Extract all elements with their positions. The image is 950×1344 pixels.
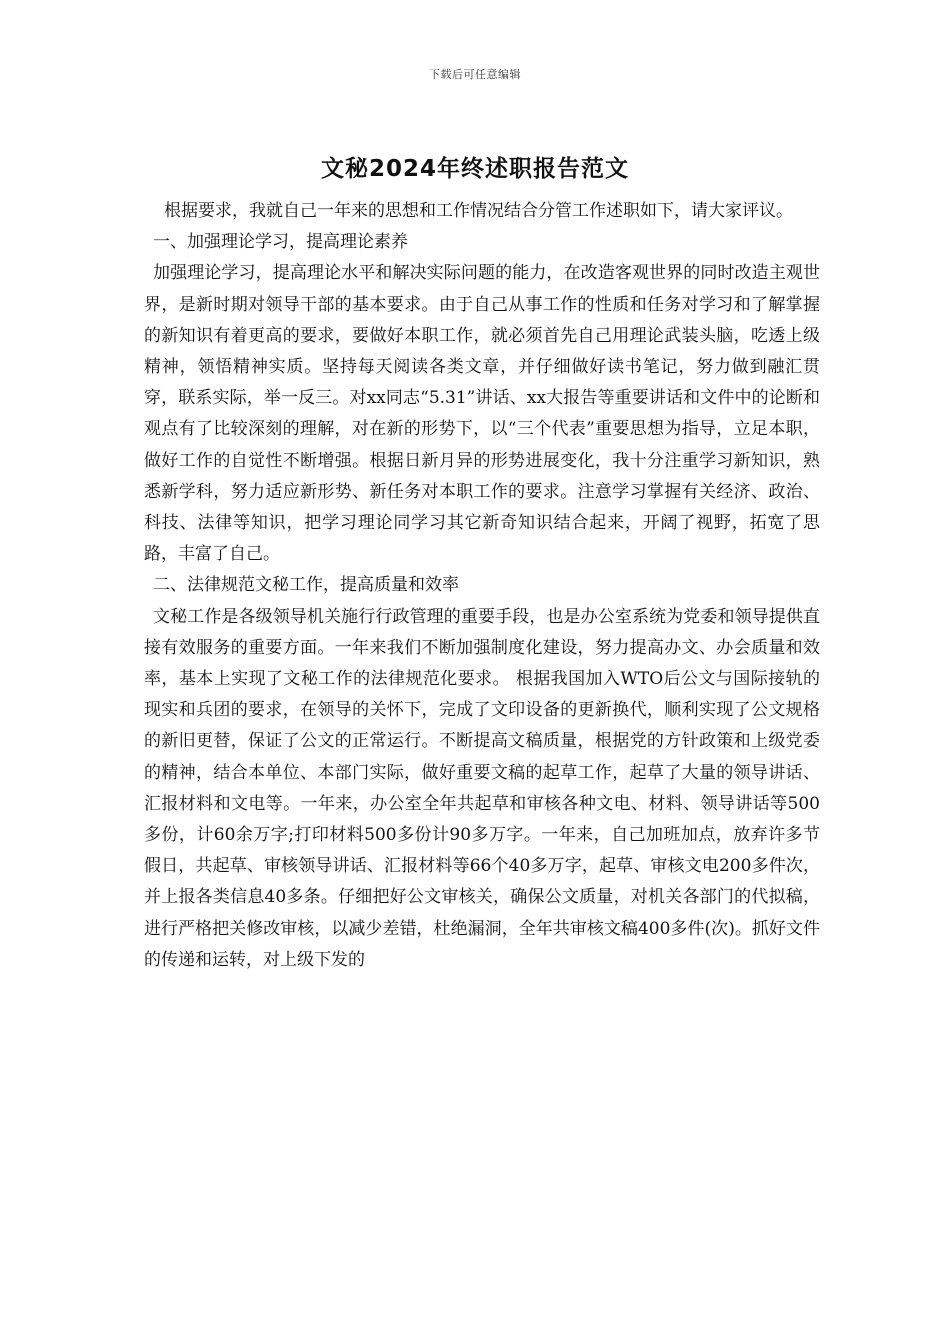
section-heading-2: 二、法律规范文秘工作，提高质量和效率 <box>153 575 459 596</box>
document-body <box>144 196 820 976</box>
intro-paragraph: 根据要求，我就自己一年来的思想和工作情况结合分管工作述职如下，请大家评议。 <box>164 201 793 221</box>
section-1-paragraph: 加强理论学习，提高理论水平和解决实际问题的能力，在改造客观世界的同时改造主观世界，是新时期对领导干部的基本要求。由于自己从事工作的性质和任务对学习和了解掌握的新知识有着更高的要求，要做好本职工作，就必须首先自己用理论武装头脑，吃透上级精神，领悟精神实质。坚持每天阅读各类文章，并仔细做好读书笔记，努力做到融汇贯穿，联系实际，举一反三。对xx同志“5.31”讲话、xx大报告等重要讲话和文件中的论断和观点有了比较深刻的理解，对在新的形势下，以“三个代表”重要思想为指导，立足本职，做好工作的自觉性不断增强。根据日新月异的形势进展变化，我十分注重学习新知识，熟悉新学科，努力适应新形势、新任务对本职工作的要求。注意学习掌握有关经济、政治、科技、法律等知识，把学习理论同学习其它新奇知识结合起来，开阔了视野，拓宽了思路，丰富了自己。 <box>144 263 820 565</box>
section-2-paragraph: 文秘工作是各级领导机关施行行政管理的重要手段，也是办公室系统为党委和领导提供直接有效服务的重要方面。一年来我们不断加强制度化建设，努力提高办文、办会质量和效率，基本上实现了文秘工作的法律规范化要求。 根据我国加入WTO后公文与国际接轨的现实和兵团的要求，在领导的关怀下，完成了文印设备的更新换代，顺利实现了公文规格的新旧更替，保证了公文的正常运行。不断提高文稿质量，根据党的方针政策和上级党委的精神，结合本单位、本部门实际，做好重要文稿的起草工作，起草了大量的领导讲话、汇报材料和文电等。一年来，办公室全年共起草和审核各种文电、材料、领导讲话等500多份，计60余万字;打印材料500多份计90多万字。一年来，自己加班加点，放弃许多节假日，共起草、审核领导讲话、汇报材料等66个40多万字，起草、审核文电200多件次，并上报各类信息40多条。仔细把好公文审核关，确保公文质量，对机关各部门的代拟稿，进行严格把关修改审核，以减少差错，杜绝漏洞，全年共审核文稿400多件(次)。抓好文件的传递和运转，对上级下发的 <box>144 606 820 970</box>
header-note: 下载后可任意编辑 <box>429 68 521 81</box>
section-heading-1: 一、加强理论学习，提高理论素养 <box>153 232 408 253</box>
document-title: 文秘2024年终述职报告范文 <box>320 156 629 182</box>
